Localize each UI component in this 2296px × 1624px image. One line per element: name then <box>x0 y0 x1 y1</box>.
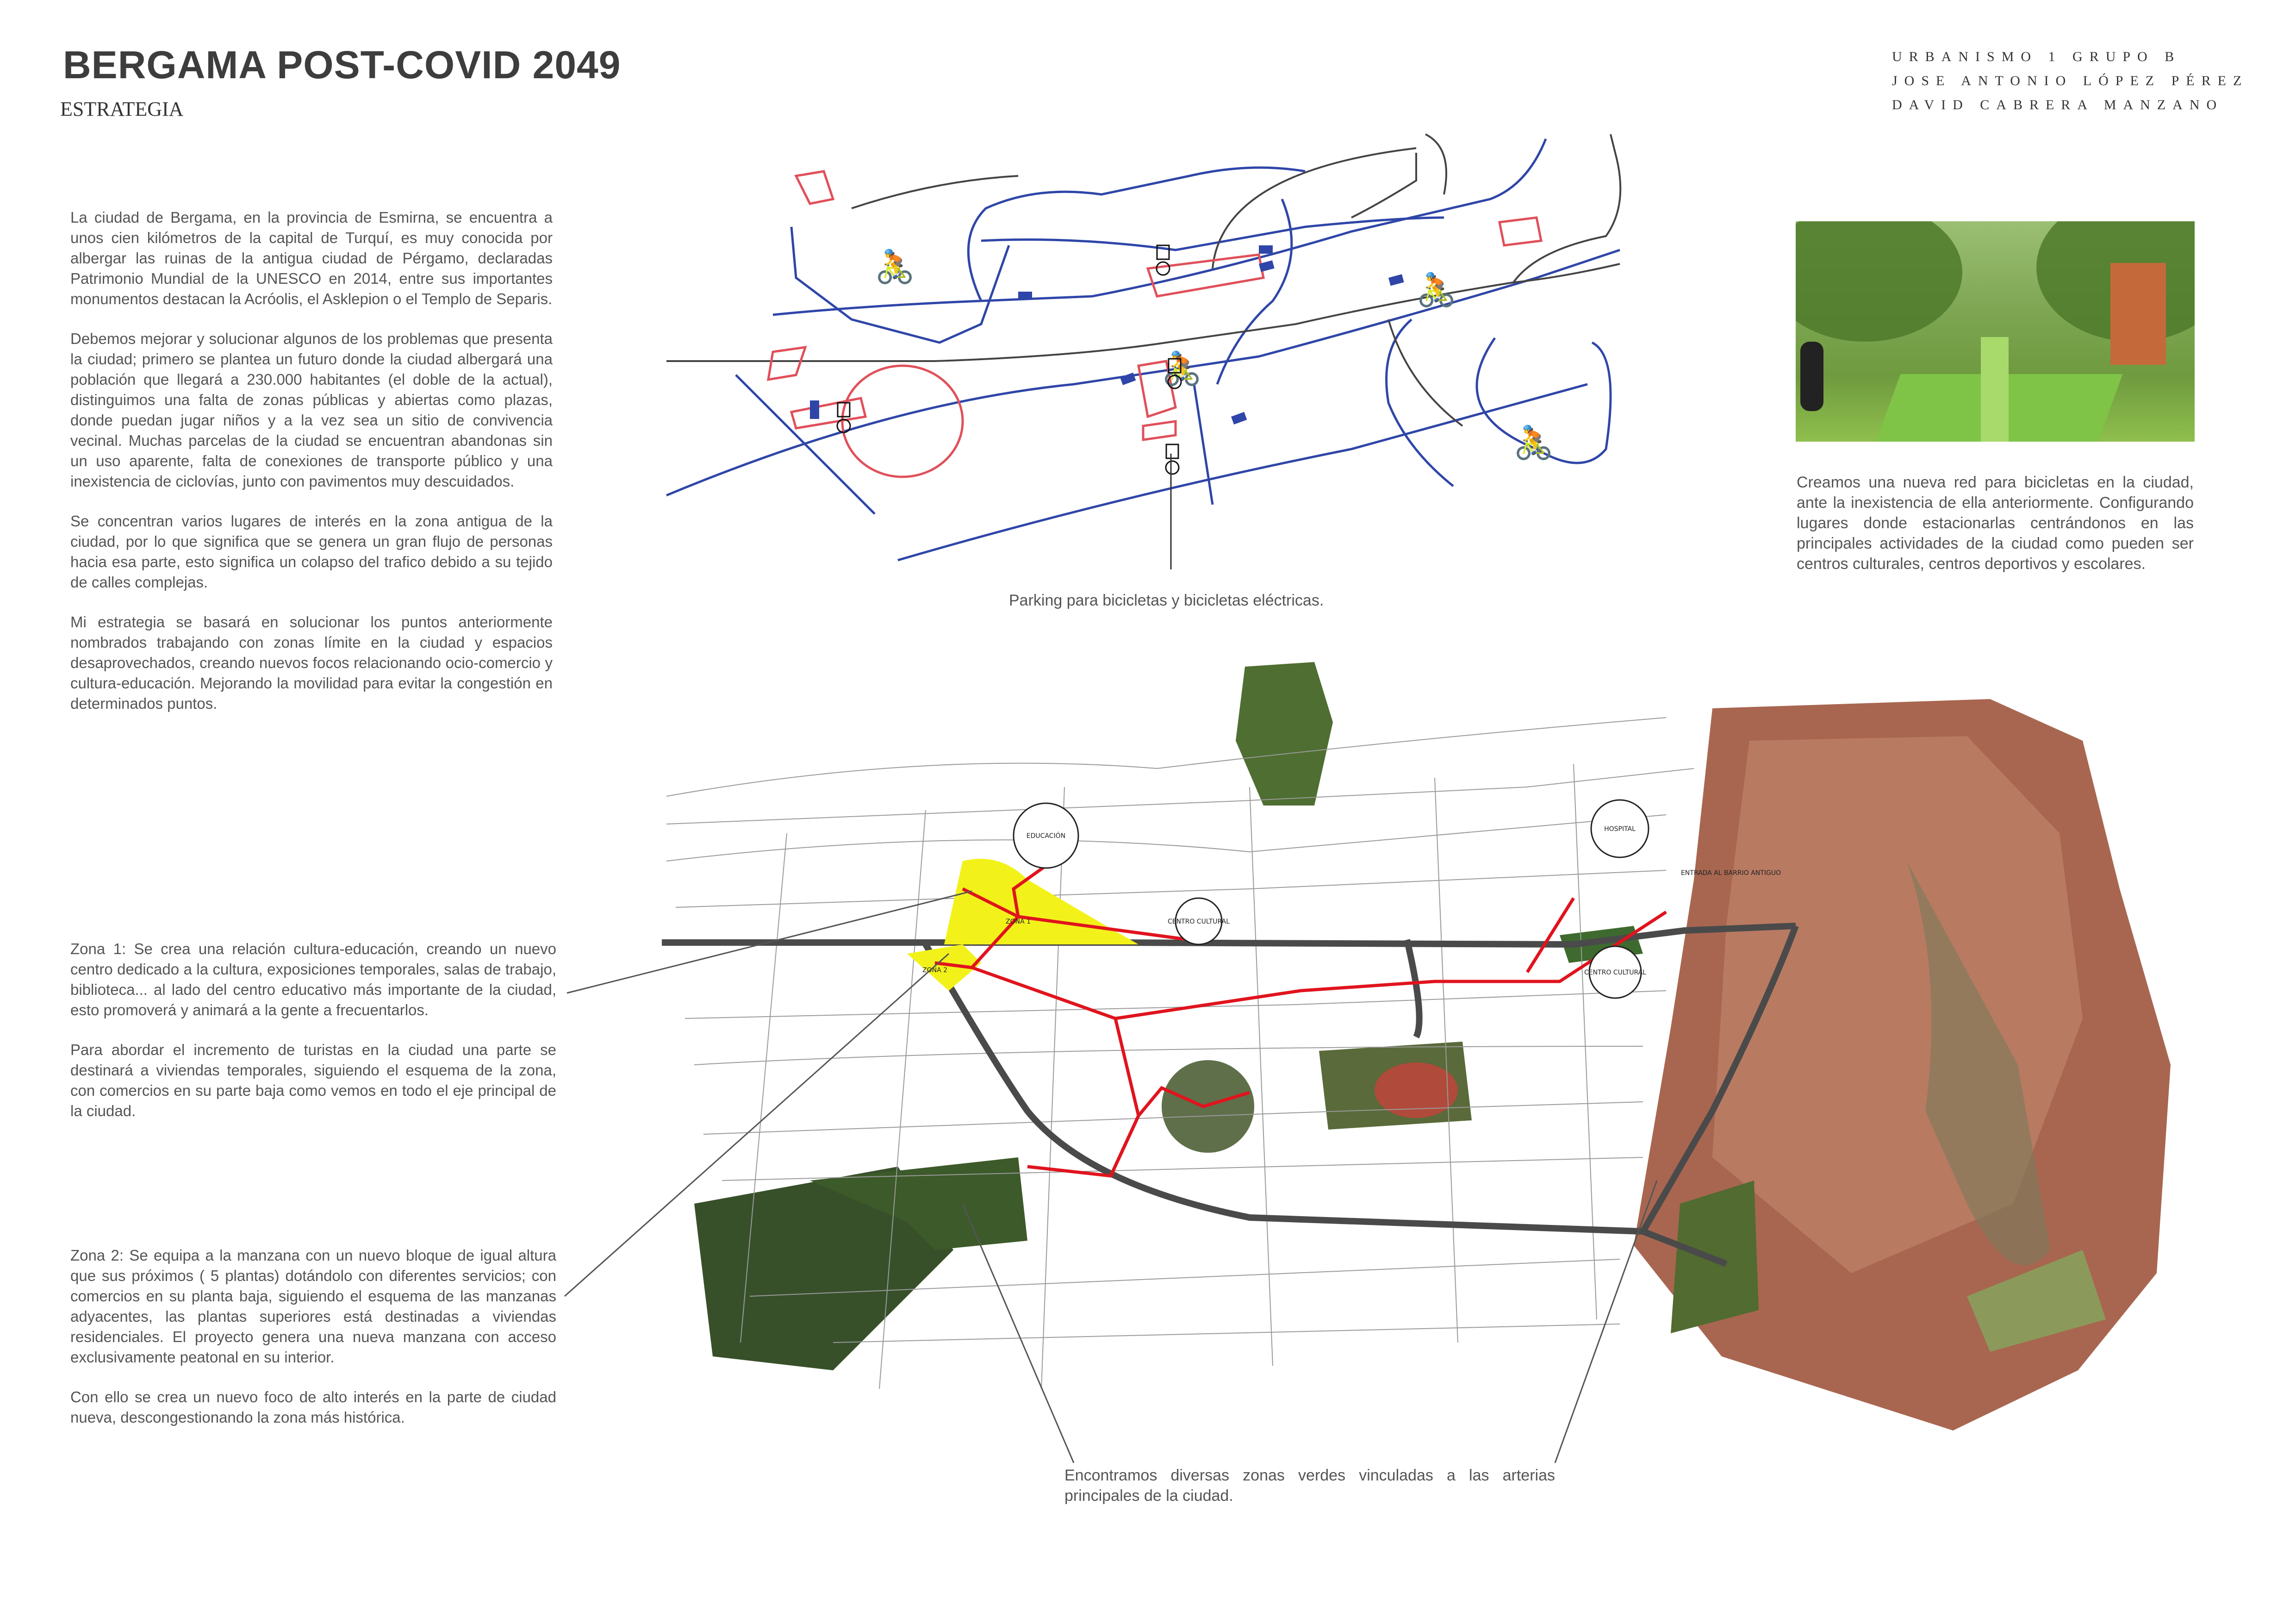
page-subtitle: ESTRATEGIA <box>60 98 184 120</box>
intro-paragraph-2: Debemos mejorar y solucionar algunos de los problemas que presenta la ciudad; primero se plantea un futuro donde la ciudad albergará una población que llegará a 230.000 habitantes (el doble de la actual), distinguimos una falta de zonas públicas y abiertas como plazas, donde puedan jugar niños y a la vez sea un sitio de convivencia vecinal. Muchas parcelas de la ciudad se encuentran abandonas sin un uso aparente, falta de conexiones de transporte público y una inexistencia de ciclovías, junto con pavimentos muy descuidados. <box>70 330 553 490</box>
label-educacion: EDUCACIÓN <box>1026 832 1066 840</box>
intro-paragraph-3: Se concentran varios lugares de interés en la zona antigua de la ciudad, por lo que significa que se genera un gran flujo de personas hacia esa parte, esto significa un colapso del trafico debido a su tejido de calles complejas. <box>70 512 553 591</box>
zone1-paragraph-2: Para abordar el incremento de turistas en la ciudad una parte se destinará a viviendas temporales, siguiendo el esquema de la zona, con comercios en su parte baja como vemos en todo el eje principal de la ciudad. <box>70 1041 556 1119</box>
zone2-paragraph-2: Con ello se crea un nuevo foco de alto interés en la parte de ciudad nueva, descongestionando la zona más histórica. <box>70 1388 556 1426</box>
page-title: BERGAMA POST-COVID 2049 <box>63 43 621 87</box>
cyclist-icon: 🚴 <box>875 248 915 286</box>
intro-paragraph-1: La ciudad de Bergama, en la provincia de Esmirna, se encuentra a unos cien kilómetros de la capital de Turquí, es muy conocida por albergar las ruinas de la antigua ciudad de Pérgamo, declaradas Patrimonio Mundial de la UNESCO en 2014, entre sus importantes monumentos destacan la Acróolis, el Asklepion o el Templo de Separis. <box>70 209 553 307</box>
green-zones-caption: Encontramos diversas zonas verdes vinculadas a las arterias principales de la ciudad. <box>1064 1467 1555 1505</box>
credit-line-2: JOSE ANTONIO LÓPEZ PÉREZ <box>1892 73 2249 88</box>
bike-network-caption: Creamos una nueva red para bicicletas en la ciudad, ante la inexistencia de ella anteriormente. Configurando lugares donde estacionarlas centrándonos en las principales actividades de la ciudad como pueden ser centros culturales, centros deportivos y escolares. <box>1797 474 2194 573</box>
parking-caption: Parking para bicicletas y bicicletas eléctricas. <box>1009 592 1324 609</box>
cyclist-icon: 🚴 <box>1513 424 1554 462</box>
label-centro-cultural-1: CENTRO CULTURAL <box>1167 918 1230 925</box>
label-barrio-antiguo: ENTRADA AL BARRIO ANTIGUO <box>1680 869 1781 877</box>
cyclist-icon: 🚴 <box>1162 350 1202 387</box>
cyclist-icon: 🚴 <box>1416 271 1457 309</box>
label-zona-1: ZONA 1 <box>1005 918 1031 925</box>
credit-line-1: URBANISMO 1 GRUPO B <box>1892 49 2181 64</box>
zone1-paragraph: Zona 1: Se crea una relación cultura-educación, creando un nuevo centro dedicado a la cultura, exposiciones temporales, salas de trabajo, biblioteca... al lado del centro educativo más importante de la ciudad, esto promoverá y animará a la gente a frecuentarlos. <box>70 940 556 1018</box>
zone2-paragraph: Zona 2: Se equipa a la manzana con un nuevo bloque de igual altura que sus próximos ( 5 plantas) dotándolo con diferentes servicios; con comercios en su planta baja, siguiendo el esquema de las manzanas adyacentes, las plantas superiores está destinadas a viviendas residenciales. El proyecto genera una nueva manzana con acceso exclusivamente peatonal en su interior. <box>70 1247 556 1366</box>
label-centro-cultural-2: CENTRO CULTURAL <box>1584 969 1647 976</box>
intro-paragraph-4: Mi estrategia se basará en solucionar los puntos anteriormente nombrados trabajando con zonas límite en la ciudad y espacios desaprovechados, creando nuevos focos relacionando ocio-comercio y cultura-educación. Mejorando la movilidad para evitar la congestión en determinados puntos. <box>70 613 553 712</box>
label-zona-2: ZONA 2 <box>922 967 948 974</box>
label-hospital: HOSPITAL <box>1604 825 1636 833</box>
credit-line-3: DAVID CABRERA MANZANO <box>1892 97 2224 112</box>
